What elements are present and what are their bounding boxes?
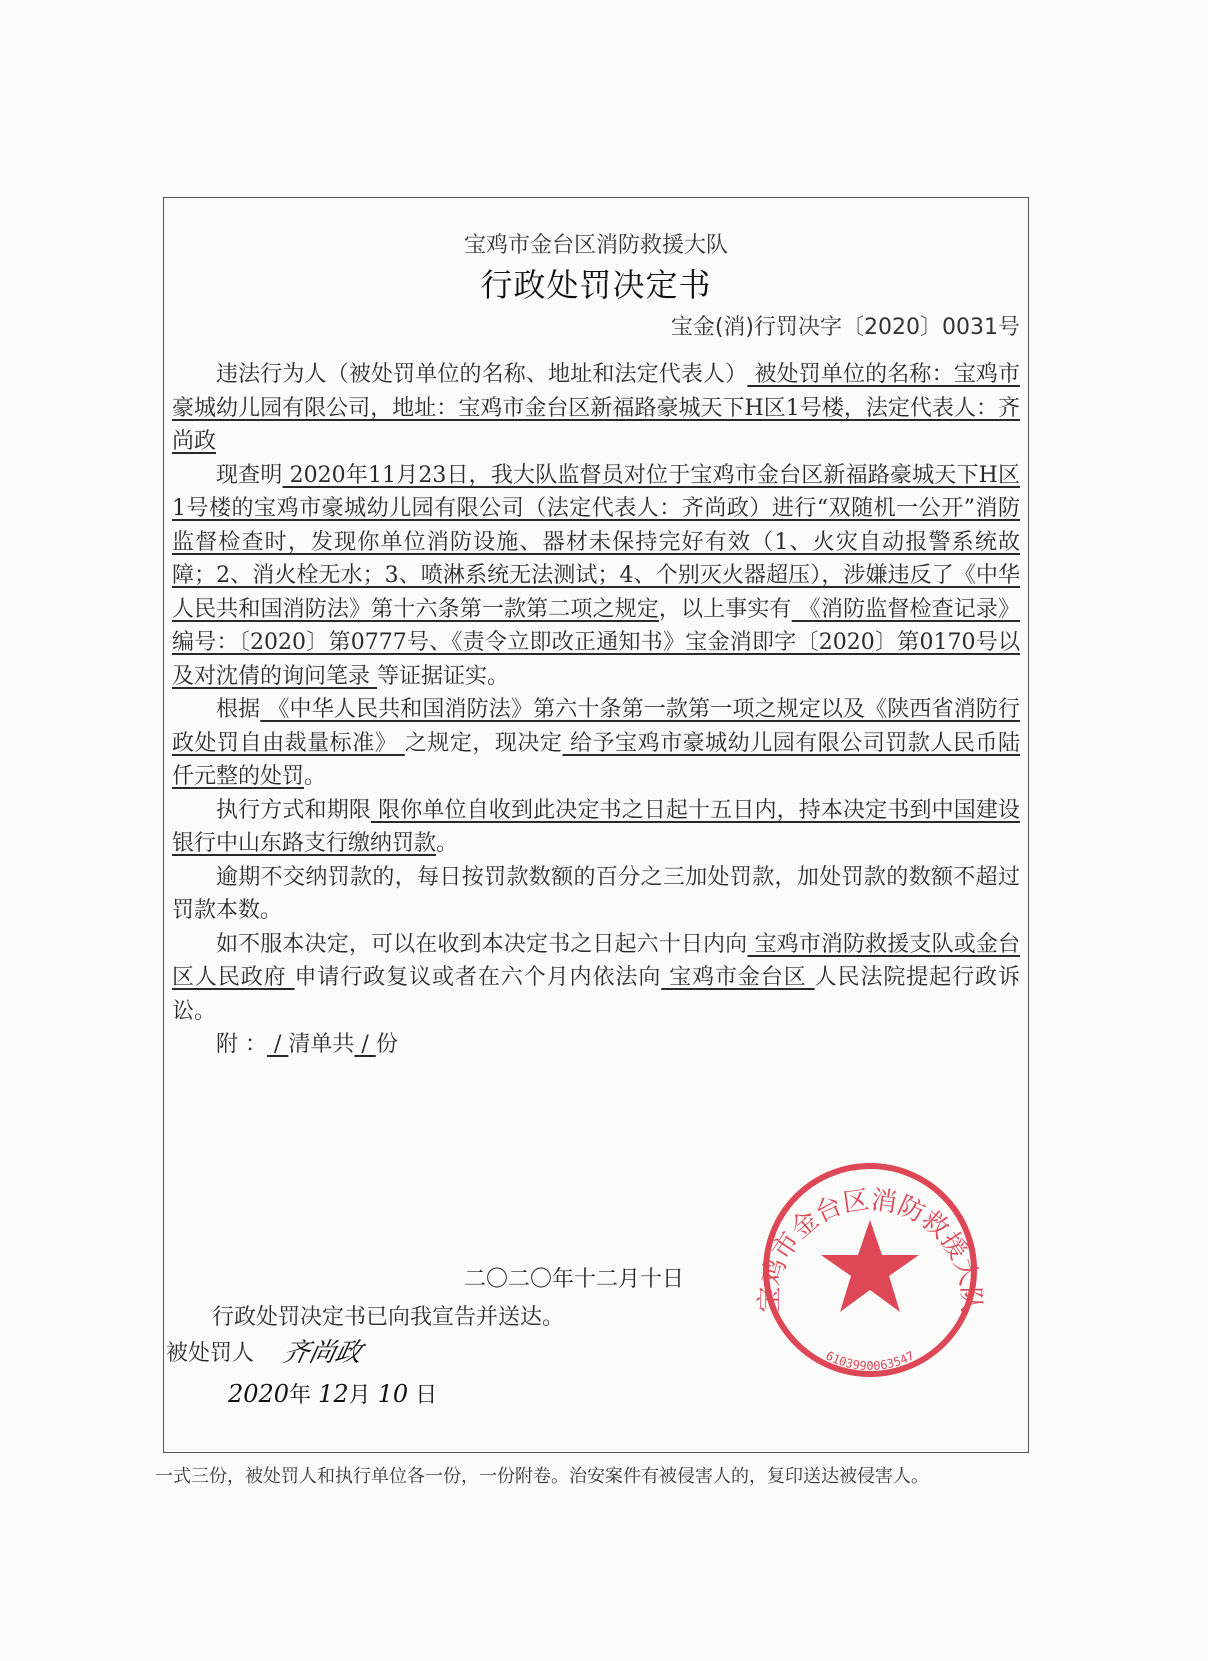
paragraph-late-payment: 逾期不交纳罚款的，每日按罚款数额的百分之三加处罚款，加处罚款的数额不超过罚款本数。 [172, 864, 1020, 923]
attachment-end: 份 [375, 1032, 398, 1057]
paragraph-appeal [172, 928, 1020, 1029]
evidence-value: 《消防监督检查记录》编号：〔2020〕第0777号、《责令立即改正通知书》宝金消即字〔2020〕第0170号以及对沈倩的询问笔录 [172, 596, 1020, 689]
day-char: 日 [415, 1383, 438, 1408]
offender-label: 违法行为人（被处罚单位的名称、地址和法定代表人） [216, 362, 748, 387]
receipt-day: 10 [377, 1380, 409, 1408]
issuing-organization: 宝鸡市金台区消防救援大队 [463, 233, 728, 258]
attachment-mid: 清单共 [288, 1032, 355, 1057]
execution-label: 执行方式和期限 [216, 797, 371, 823]
paragraph-decision [172, 693, 1020, 794]
year-char: 年 [289, 1383, 312, 1408]
paragraph-execution [172, 794, 1020, 861]
recipient-signature: 齐尚政 [280, 1338, 365, 1368]
receipt-year: 2020 [228, 1380, 290, 1408]
document-body [172, 358, 1020, 1062]
seal-code: 6103990063547 [823, 1348, 917, 1374]
appeal-connector: 申请行政复议或者在六个月内依法向 [294, 965, 662, 990]
attachment-label: 附 ： [216, 1032, 267, 1057]
decision-end: 。 [304, 764, 327, 789]
findings-end: 等证据证实。 [377, 663, 510, 689]
decision-connector: 之规定，现决定 [404, 730, 563, 756]
findings-connector: ，以上事实有 [658, 596, 792, 622]
seal-text: 宝鸡市金台区消防救援大队 [754, 1185, 986, 1313]
paragraph-attachment [172, 1028, 1020, 1062]
appeal-end: 人民法院提起行政诉讼。 [172, 965, 1020, 1024]
execution-end: 。 [436, 831, 459, 856]
findings-value: 2020年11月23日，我大队监督员对位于宝鸡市金台区新福路豪城天下H区1号楼的宝鸡市豪城幼儿园有限公司（法定代表人：齐尚政）进行“双随机一公开”消防监督检查时，发现你单位消防设施、器材未保持完好有效（1、火灾自动报警系统故障；2、消火栓无水；3、喷淋系统无法测试；4、个别灭火器超压），涉嫌违反了《中华人民共和国消防法》第十六条第一款第二项之规定 [172, 462, 1020, 622]
offender-value: 被处罚单位的名称：宝鸡市豪城幼儿园有限公司，地址：宝鸡市金台区新福路豪城天下H区1号楼，法定代表人：齐尚政 [172, 362, 1020, 454]
document-number: 宝金(消)行罚决字〔2020〕0031号 [670, 315, 1020, 340]
seal-star-icon [821, 1220, 919, 1312]
review-authority: 宝鸡市消防救援支队或金台区人民政府 [172, 931, 1020, 990]
appeal-label: 如不服本决定，可以在收到本决定书之日起六十日内向 [216, 931, 748, 957]
served-statement: 行政处罚决定书已向我宣告并送达。 [212, 1305, 565, 1330]
footer-note: 一式三份，被处罚人和执行单位各一份，一份附卷。治安案件有被侵害人的，复印送达被侵害人。 [155, 1466, 929, 1487]
recipient-label: 被处罚人 [166, 1341, 255, 1366]
execution-value: 限你单位自收到此决定书之日起十五日内，持本决定书到中国建设银行中山东路支行缴纳罚款 [172, 797, 1020, 856]
receipt-month: 12 [318, 1380, 349, 1408]
legal-basis: 《中华人民共和国消防法》第六十条第一款第一项之规定以及《陕西省消防行政处罚自由裁量标准》 [172, 697, 1020, 756]
court-name: 宝鸡市金台区 [661, 965, 815, 990]
basis-label: 根据 [216, 697, 261, 722]
penalty-decision: 给予宝鸡市豪城幼儿园有限公司罚款人民币陆仟元整的处罚 [172, 730, 1020, 789]
paragraph-findings [172, 459, 1020, 694]
attachment-count-2: / [354, 1032, 376, 1057]
document-title: 行政处罚决定书 [480, 266, 712, 304]
receipt-date [228, 1378, 437, 1409]
month-char: 月 [348, 1383, 371, 1408]
attachment-count-1: / [267, 1032, 289, 1057]
paragraph-offender [172, 358, 1020, 459]
findings-label: 现查明 [216, 462, 283, 488]
issue-date: 二〇二〇年十二月十日 [464, 1267, 685, 1292]
official-seal-stamp [730, 1150, 1010, 1390]
